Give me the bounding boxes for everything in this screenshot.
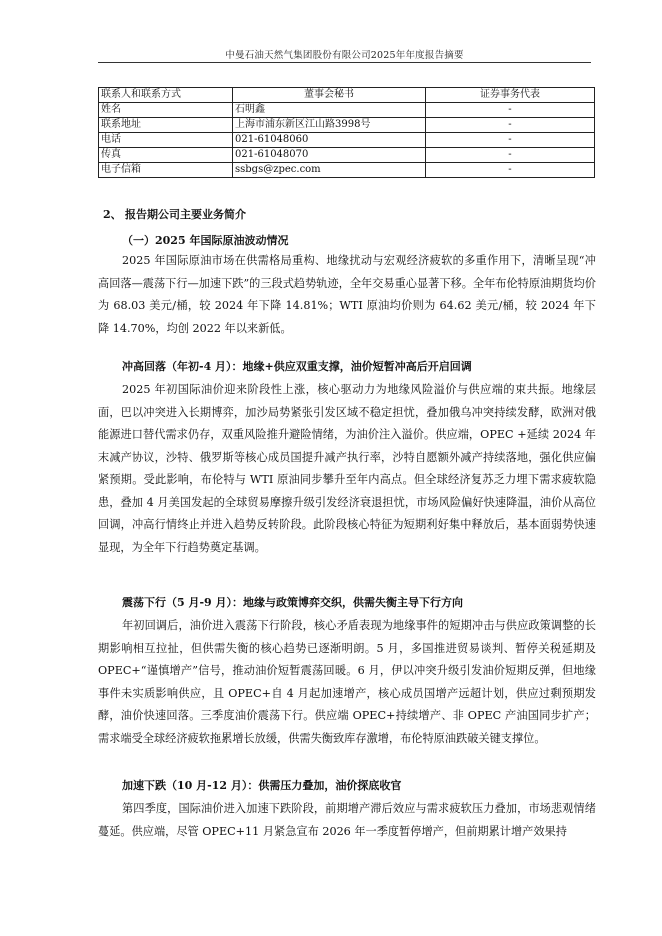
phase1-paragraph: 2025 年初国际油价迎来阶段性上涨，核心驱动力为地缘风险溢价与供应端的束共振。地缘层面，巴以冲突进入长期博弈，加沙局势紧张引发区域不稳定担忧，叠加俄乌冲突持续发酵，欧洲对俄能源进口替代需求仍存，双重风险推升避险情绪，为油价注入溢价。供应端，OPEC +延续 2024 年末减产协议，沙特、俄罗斯等核心成员国提升减产执行率，沙特自愿额外减产持续落地，强化供应偏紧预期。受此影响，布伦特与 WTI 原油同步攀升至年内高点。但全球经济复苏乏力埋下需求疲软隐患，叠加 4 月美国发起的全球贸易摩擦升级引发经济衰退担忧，市场风险偏好快速降温，油价从高位回调，冲高行情终止并进入趋势反转阶段。此阶段核心特征为短期利好集中释放后，基本面弱势快速显现，为全年下行趋势奠定基调。 — [98, 383, 596, 554]
phase2-paragraph: 年初回调后，油价进入震荡下行阶段，核心矛盾表现为地缘事件的短期冲击与供应政策调整的长期影响相互拉扯，但供需失衡的核心趋势已逐渐明朗。5 月，多国推进贸易谈判、暂停关税延期及 OPEC+“谨慎增产”信号，推动油价短暂震荡回暖。6 月，伊以冲突升级引发油价短期反弹，但地缘事件未实质影响供应，且 OPEC+自 4 月起加速增产，核心成员国增产远超计划，供应过剩预期发酵，油价快速回落。三季度油价震荡下行。供应端 OPEC+持续增产、非 OPEC 产油国同步扩产；需求端受全球经济疲软拖累增长放缓，供需失衡致库存激增，布伦特原油跌破关键支撑位。 — [98, 619, 596, 745]
table-header-cell: 联系人和联系方式 — [99, 88, 233, 103]
email-link[interactable]: ssbgs@zpec.com — [233, 163, 426, 178]
section-number: 2、 — [103, 208, 122, 221]
table-cell: 021-61048060 — [233, 133, 426, 148]
contact-table — [98, 87, 595, 178]
table-cell: 电话 — [99, 133, 233, 148]
section-heading — [103, 206, 246, 222]
table-header-row — [99, 88, 595, 103]
phase3-paragraph: 第四季度，国际油价进入加速下跌阶段，前期增产滞后效应与需求疲软压力叠加，市场悲观情绪蔓延。供应端，尽管 OPEC+11 月紧急宣布 2026 年一季度暂停增产，但前期累计增产效果持 — [98, 802, 596, 838]
phase1-heading: 冲高回落（年初-4 月）：地缘+供应双重支撑，油价短暂冲高后开启回调 — [122, 360, 472, 373]
section-title: 报告期公司主要业务简介 — [125, 208, 246, 221]
table-cell: 传真 — [99, 148, 233, 163]
table-cell: - — [426, 163, 595, 178]
table-cell: 021-61048070 — [233, 148, 426, 163]
table-header-cell: 董事会秘书 — [233, 88, 426, 103]
table-cell: - — [426, 103, 595, 118]
table-row — [99, 163, 595, 178]
table-cell: 联系地址 — [99, 118, 233, 133]
table-cell: 电子信箱 — [99, 163, 233, 178]
table-row — [99, 133, 595, 148]
table-cell: - — [426, 148, 595, 163]
table-cell: 石明鑫 — [233, 103, 426, 118]
table-cell: 姓名 — [99, 103, 233, 118]
intro-paragraph: 2025 年国际原油市场在供需格局重构、地缘扰动与宏观经济疲软的多重作用下，清晰呈现“冲高回落—震荡下行—加速下跌”的三段式趋势轨迹，全年交易重心显著下移。全年布伦特原油期货均价为 68.03 美元/桶，较 2024 年下降 14.81%；WTI 原油均价则为 64.62 美元/桶，较 2024 年下降 14.70%，均创 2022 年以来新低。 — [98, 254, 596, 335]
table-cell: 上海市浦东新区江山路3998号 — [233, 118, 426, 133]
table-row — [99, 118, 595, 133]
table-cell: - — [426, 118, 595, 133]
table-row — [99, 103, 595, 118]
subsection-heading: （一）2025 年国际原油波动情况 — [122, 234, 289, 247]
table-cell: - — [426, 133, 595, 148]
header-divider — [98, 62, 591, 63]
table-row — [99, 148, 595, 163]
phase2-heading: 震荡下行（5 月-9 月）：地缘与政策博弈交织，供需失衡主导下行方向 — [122, 596, 464, 609]
page-header: 中曼石油天然气集团股份有限公司2025年年度报告摘要 — [225, 50, 464, 61]
phase3-heading: 加速下跌（10 月-12 月）：供需压力叠加，油价探底收官 — [122, 779, 402, 792]
table-header-cell: 证券事务代表 — [426, 88, 595, 103]
